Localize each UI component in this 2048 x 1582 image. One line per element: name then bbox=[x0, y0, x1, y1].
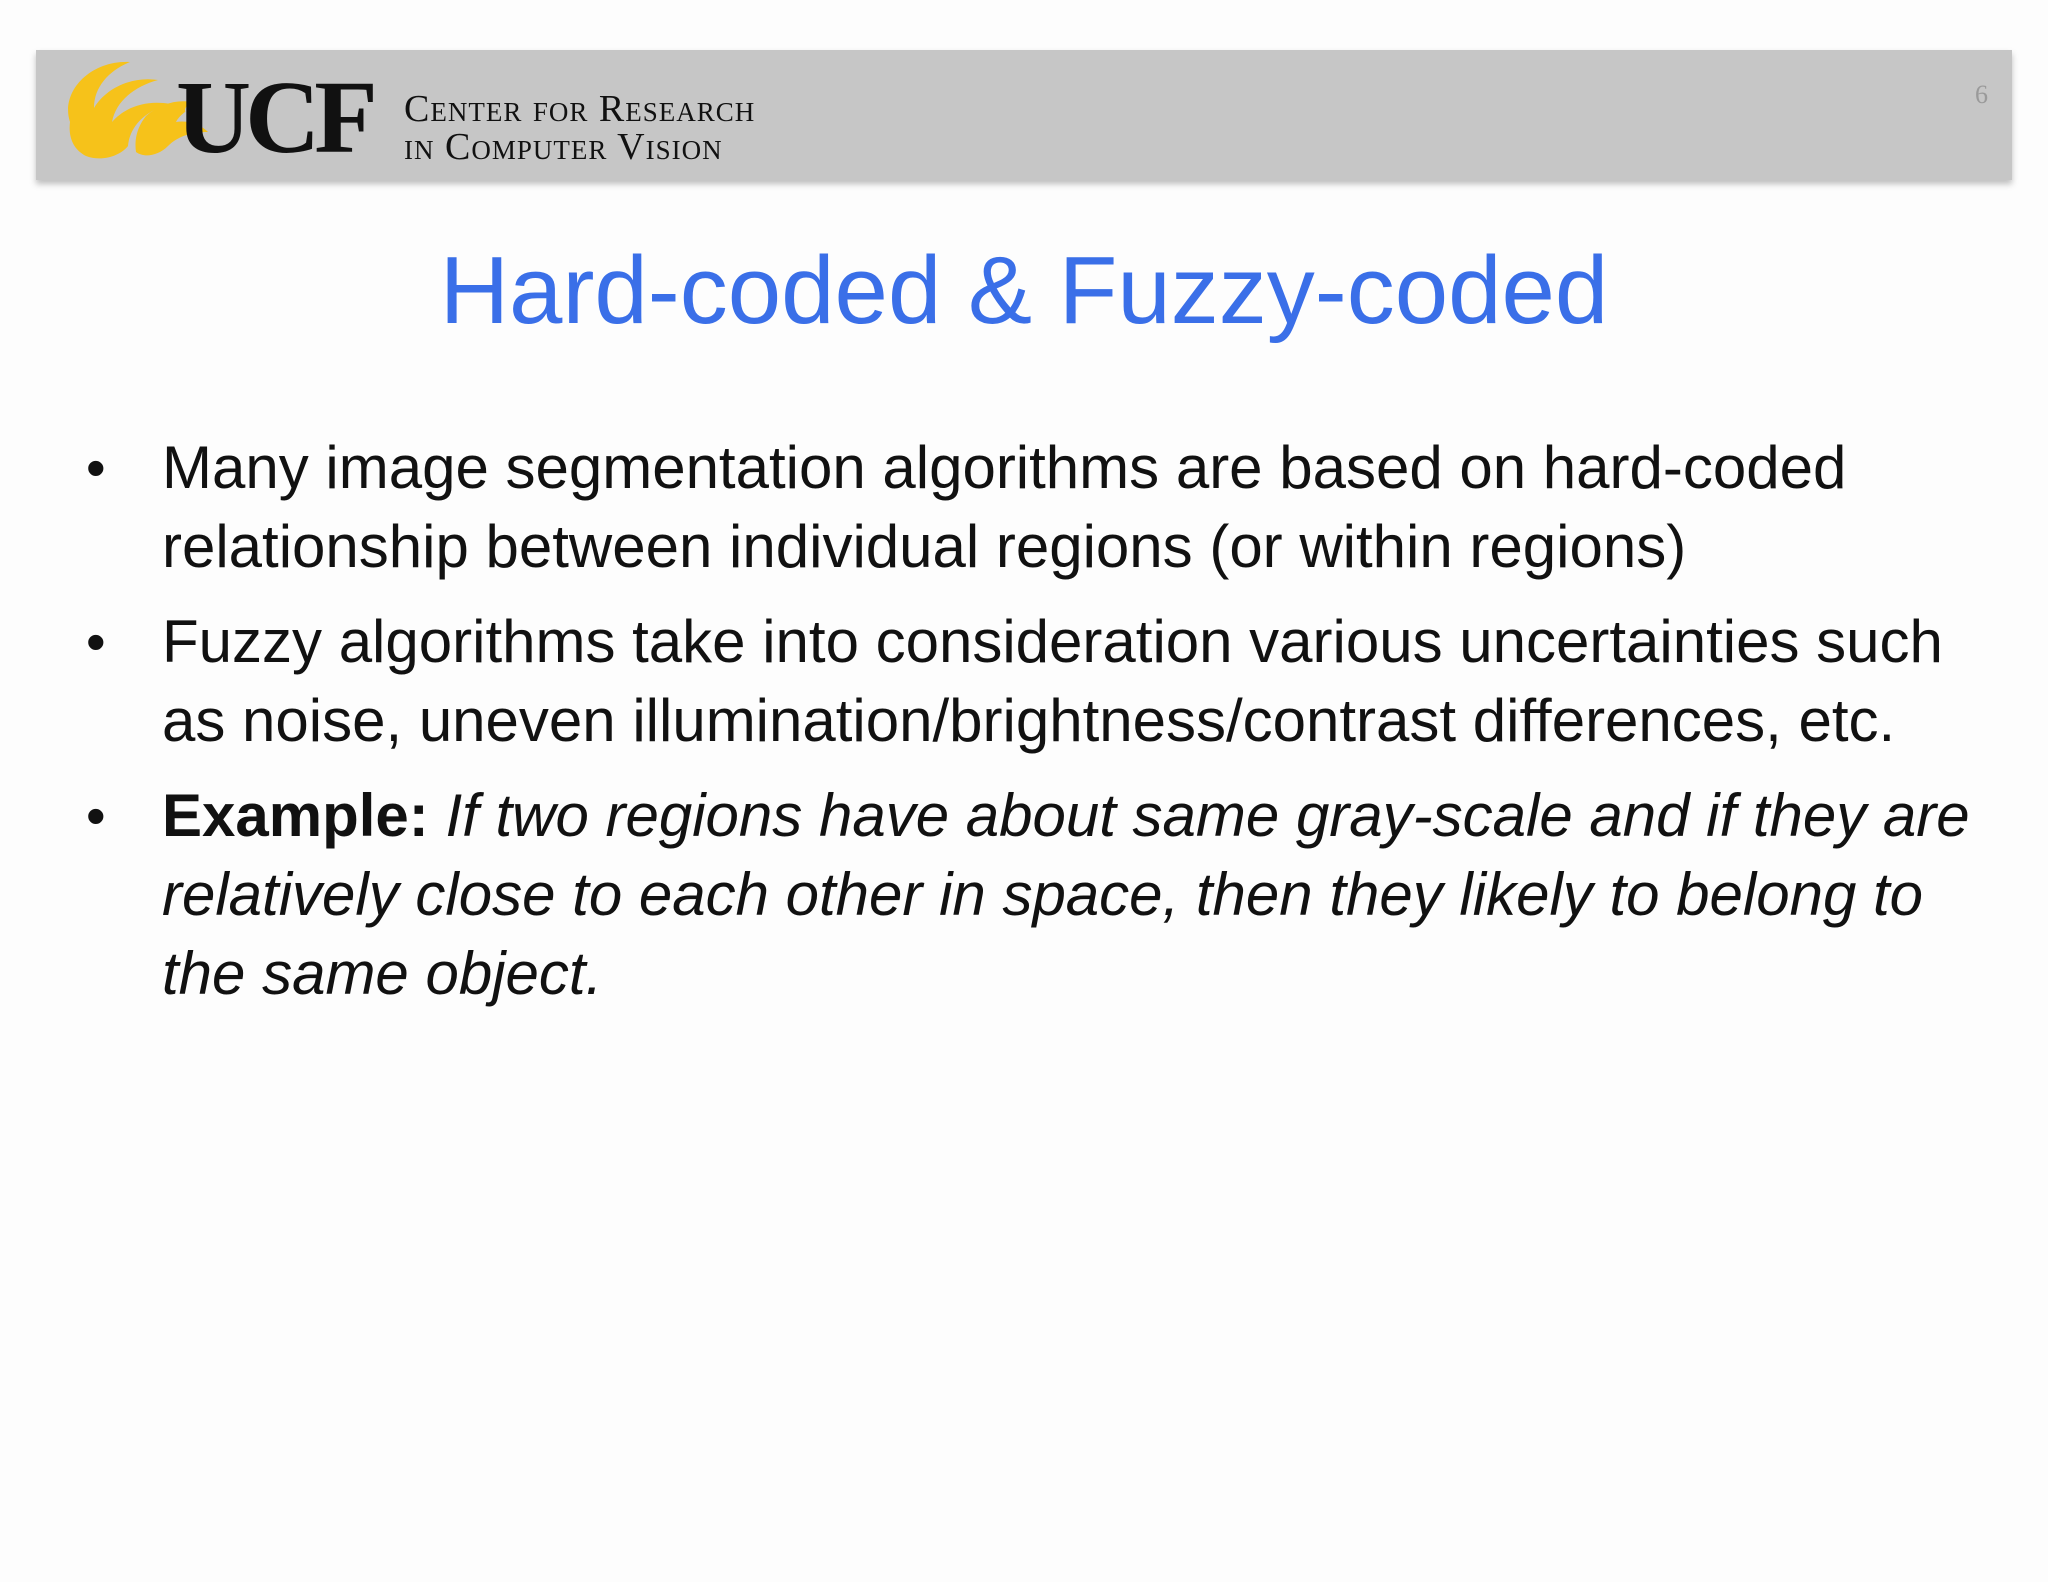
slide-title: Hard-coded & Fuzzy-coded bbox=[439, 237, 1609, 344]
bullet-marker: • bbox=[86, 784, 106, 847]
bullet-item bbox=[80, 602, 2010, 760]
ucf-logo-text: UCF bbox=[176, 60, 372, 175]
org-name-line-2: in Computer Vision bbox=[404, 126, 723, 168]
bullet-item bbox=[80, 428, 2010, 586]
header-band bbox=[36, 50, 2012, 180]
bullet-marker: • bbox=[86, 436, 106, 499]
bullet-list bbox=[80, 428, 2010, 1029]
bullet-item bbox=[80, 776, 2010, 1013]
page-number: 6 bbox=[1975, 80, 1988, 109]
bullet-marker: • bbox=[86, 610, 106, 673]
bullet-text: Fuzzy algorithms take into consideration various uncertainties such as noise, uneven illumination/brightness/contrast differences, etc. bbox=[162, 608, 1943, 754]
org-name bbox=[404, 90, 755, 166]
example-text: If two regions have about same gray-scale and if they are relatively close to each other in space, then they likely to belong to the same object. bbox=[162, 782, 1970, 1007]
org-name-line-1: Center for Research bbox=[404, 88, 756, 130]
bullet-text: Many image segmentation algorithms are based on hard-coded relationship between individual regions (or within regions) bbox=[162, 434, 1847, 580]
example-label: Example: bbox=[162, 782, 429, 849]
